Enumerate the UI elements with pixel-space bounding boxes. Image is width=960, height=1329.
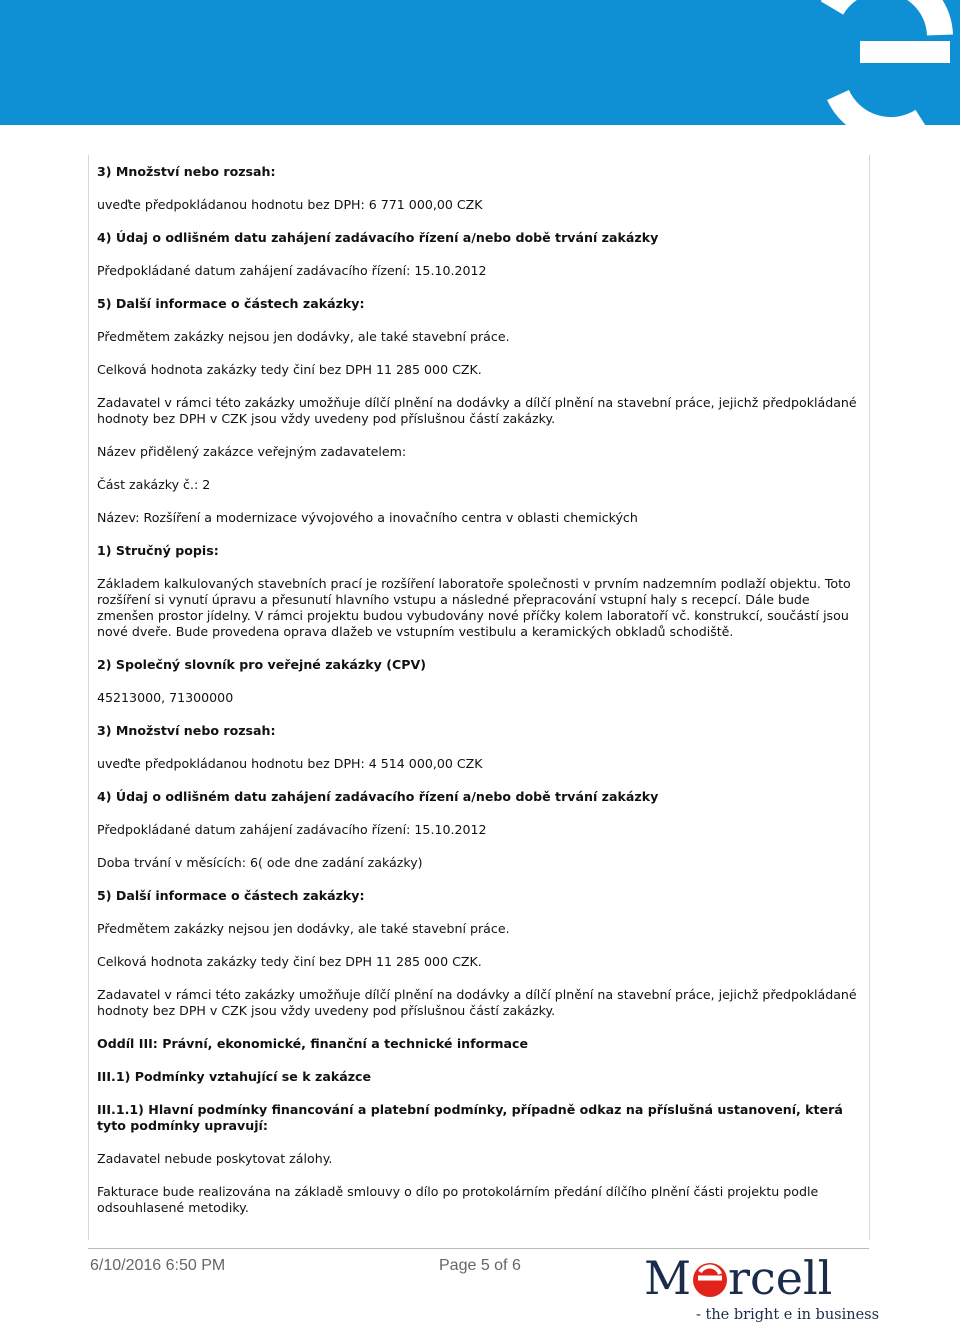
paragraph: Předmětem zakázky nejsou jen dodávky, ale také stavební práce. [97, 329, 510, 344]
section-heading: Oddíl III: Právní, ekonomické, finanční a technické informace [97, 1036, 529, 1051]
logo-rcell: rcell [728, 1252, 833, 1300]
footer-page-number: Page 5 of 6 [439, 1257, 521, 1274]
section-heading: III.1.1) Hlavní podmínky financování a platební podmínky, případně odkaz na příslušná ustanovení, která tyto podmínky upravují: [97, 1102, 843, 1133]
section-heading: 4) Údaj o odlišném datu zahájení zadávacího řízení a/nebo době trvání zakázky [97, 789, 659, 804]
marcell-e-icon [810, 0, 960, 125]
paragraph: 45213000, 71300000 [97, 690, 234, 705]
paragraph: Název: Rozšíření a modernizace vývojového a inovačního centra v oblasti chemických [97, 510, 638, 525]
footer-divider [88, 1248, 869, 1249]
section-heading: 5) Další informace o částech zakázky: [97, 888, 365, 903]
section-heading: III.1) Podmínky vztahující se k zakázce [97, 1069, 372, 1084]
marcell-logo [640, 1252, 870, 1300]
section-heading: 3) Množství nebo rozsah: [97, 164, 276, 179]
paragraph: Předmětem zakázky nejsou jen dodávky, ale také stavební práce. [97, 921, 510, 936]
footer-date: 6/10/2016 6:50 PM [90, 1257, 226, 1274]
paragraph: Celková hodnota zakázky tedy činí bez DPH 11 285 000 CZK. [97, 954, 482, 969]
paragraph: Zadavatel v rámci této zakázky umožňuje dílčí plnění na dodávky a dílčí plnění na stavební práce, jejichž předpokládané hodnoty bez DPH v CZK jsou vždy uvedeny pod příslušnou částí zakázky. [97, 987, 857, 1018]
section-heading: 4) Údaj o odlišném datu zahájení zadávacího řízení a/nebo době trvání zakázky [97, 230, 659, 245]
paragraph: Předpokládané datum zahájení zadávacího řízení: 15.10.2012 [97, 263, 487, 278]
paragraph: Doba trvání v měsících: 6( ode dne zadání zakázky) [97, 855, 423, 870]
paragraph: Předpokládané datum zahájení zadávacího řízení: 15.10.2012 [97, 822, 487, 837]
paragraph: uveďte předpokládanou hodnotu bez DPH: 4 514 000,00 CZK [97, 756, 483, 771]
section-heading: 1) Stručný popis: [97, 543, 219, 558]
section-heading: 3) Množství nebo rozsah: [97, 723, 276, 738]
paragraph: Název přidělený zakázce veřejným zadavatelem: [97, 444, 407, 459]
paragraph: Celková hodnota zakázky tedy činí bez DPH 11 285 000 CZK. [97, 362, 482, 377]
footer-tagline: - the bright e in business [696, 1307, 880, 1323]
paragraph: Část zakázky č.: 2 [97, 477, 211, 492]
section-heading: 2) Společný slovník pro veřejné zakázky (CPV) [97, 657, 426, 672]
section-heading: 5) Další informace o částech zakázky: [97, 296, 365, 311]
paragraph: Fakturace bude realizována na základě smlouvy o dílo po protokolárním předání dílčího plnění části projektu podle odsouhlasené metodiky. [97, 1184, 819, 1215]
paragraph: Zadavatel v rámci této zakázky umožňuje dílčí plnění na dodávky a dílčí plnění na stavební práce, jejichž předpokládané hodnoty bez DPH v CZK jsou vždy uvedeny pod příslušnou částí zakázky. [97, 395, 857, 426]
paragraph: uveďte předpokládanou hodnotu bez DPH: 6 771 000,00 CZK [97, 197, 483, 212]
logo-m: M [644, 1252, 692, 1300]
document-body [97, 164, 859, 1233]
paragraph: Základem kalkulovaných stavebních prací je rozšíření laboratoře společnosti v prvním nadzemním podlaží objektu. Toto rozšíření si vynutí úpravu a přesunutí hlavního vstupu a následné přepracování vstupní haly s recepcí. Dále bude zmenšen prostor jídelny. V rámci projektu budou vybudovány nové příčky kolem laboratoří vč. konstrukcí, součástí jsou nové dveře. Bude provedena oprava dlažeb ve vstupním vestibulu a keramických obkladů schodiště. [97, 576, 851, 639]
paragraph: Zadavatel nebude poskytovat zálohy. [97, 1151, 333, 1166]
